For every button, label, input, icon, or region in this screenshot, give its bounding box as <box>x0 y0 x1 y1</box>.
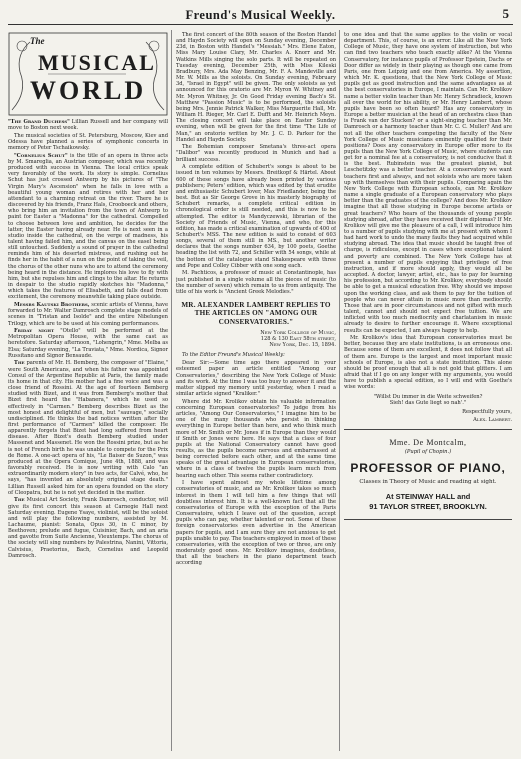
letter-salutation: To the Editor Freund's Musical Weekly: <box>182 352 285 359</box>
card-address: 91 TAYLOR STREET, BROOKLYN. <box>369 501 487 511</box>
masthead <box>8 32 168 116</box>
news-item: "The Grand Duchess" Lillian Russell and her company will move to Boston next week. <box>8 119 168 132</box>
column-1 <box>8 32 168 753</box>
news-item: The first concert of the 80th season of the Boston Handel and Haydn Society will open on Sunday evening, December 23d, in Boston with Handel's "Messiah." Mrs. Elene Eaton, Miss Mary Louise Clary, Mr. Charles A. Knorr and Mr. Watkins Mills singing the solo parts. It will be repeated on Tuesday evening, December 25th, with Miss Kileski Bradbury, Mrs. Ada May Benzing, Mr. F. A. Mandeville and Mr. W. Mills as the soloists. On Sunday evening, February 3d, "Israel in Egypt" will be given. The only soloists as yet announced for this oratorio are Mr. Myron W. Whitney and Mr. Myron Whitney, Jr. On Good Friday evening Bach's St. Matthew "Passion Music" is to be performed, the soloists being Mrs. Jennie Patrick Walker, Miss Marguerite Hall, Mr. William H. Rieger, Mr. Carl E. Dufft and Mr. Heinrich Meyn. The closing concert will take place on Easter Sunday evening, when will be given for the first time "The Life of Man," an oratorio written by Mr. J. C. D. Parker for the Handel and Haydn Society. <box>176 32 336 143</box>
page-header <box>8 6 513 26</box>
card-location: At STEINWAY HALL and <box>385 491 471 501</box>
masthead-world: WORLD <box>30 76 147 105</box>
publication-title: Freund's Musical Weekly. <box>185 8 336 22</box>
letter-paragraph: Mr. Krolikov's idea that European conservatories must be better, because they are state institutions, is an erroneous one. Because some of them are excellent, it does not follow that all of them are. Europe is the largest and most important music schools of Europe, is also not a state institution. This alone should be proof enough that all is not gold that glitters. I am afraid that if I go on any longer with my arguments, you would have to publish a special edition, so I will end with Goethe's wise words: <box>344 335 512 391</box>
advertisement-card <box>344 429 512 520</box>
masthead-the: The <box>30 36 45 46</box>
card-subtitle: (Pupil of Chopin.) <box>404 448 452 455</box>
news-item: "Cornelius Schut" is the title of an opera in three acts by M. Smareglia, an Austrian composer, which was recently produced with success in Vienna. The local critics speak very favorably of the work. Its story is simple. Cornelius Schut has just crossed Antwerp by his pictures of "The Virgin Mary's Ascension" when he falls in love with a beautiful young woman and retires with her and her attendant to a charming retreat on the river. There he is discovered by his friends, Franz Hals, Crooboeck and others, who bring him an invitation from the town of Antwerp to paint for Easter a "Madonna" for the cathedral. Compelled to choose between love and ambition, he decides for the latter, the Easter having already near. He is next seen in a studio inside the cathedral, on the verge of madness, his talent having failed him, and the canvas on the easel being still untouched. Suddenly a sound of prayer in the cathedral reminds him of his deserted mistress, and rushing out he finds her in the habit of a nun on the point of taking the veil, the chorus of the other nuns who are to attend the ceremony being heard in the distance. He implores his love to fly with him, but she repulses him and clings to the altar. He returns in despair to the studio rapidly sketches his "Madonna," which takes the features of Elisabeth, and falls dead from excitement, the ceremony meanwhile taking place outside. <box>8 152 168 301</box>
news-item: The Bohemian composer Smetana's three-act opera "Dalibor" was recently produced in Munich and had a brilliant success. <box>176 144 336 163</box>
letter-signature: Alex. Lambert. <box>473 416 512 423</box>
letter-dateline: New York College of Music, 128 & 130 East 58th street, New York, Dec. 15, 1894. <box>260 330 336 349</box>
card-classes: Classes in Theory of Music and reading at sight. <box>359 478 497 485</box>
letter-paragraph: I have spent almost my whole lifetime among conservatories of music, and as Mr. Krolikov takes so much interest in them I will tell him a few things that will doubtless interest him. It is a well-known fact that all the conservatories of Europe with the exception of the Paris Conservatoire, which I leave out of the question, accept pupils who can pay, whether talented or not. Some of these foreign conservatories even advertise in the American papers for pupils, and I am sure they are not anxious to get pupils unable to pay. The teachers employed in most of these conservatories, with the exception of two or three, are only moderately good ones. Mr. Krolikov imagines, doubtless, that all the teachers in the piano department teach according <box>176 480 336 567</box>
letter-paragraph: Where did Mr. Krolikov obtain his valuable information concerning European conservatories? To judge from his articles, "Among Our Conservatories," I imagine him to be one of the many thousands who persist in thinking everything in Europe better than here, and who think much more of Mr. Smith or Mr. Jones if in Europe than they would if Smith or Jones were here. He says that a class of four pupils at the National Conservatory cannot have good results, as the pupils become nervous and embarrassed at being corrected before each other, and at the same time speaks of the great advantage in European conservatories, where in a class of twelve the pupils learn much from hearing each other. This seems rather contradictory. <box>176 398 336 479</box>
news-item: The parents of Mr. H. Bemberg, the composer of "Elaine," were South Americans, and when his father was appointed Consul of the Argentine Republic at Paris, the family made its home in that city. His mother had a fine voice and was a close friend of Rossini. At the age of fourteen Bemberg studied with Bizet, and it was from Bemberg's mother that Bizet first heard the "Habanera," which he used so effectively in "Carmen." Bemberg describes Bizet as the most honest and delightful of men, but "sauvage," socially undisciplined. He thinks the bad notices written after the first performance of "Carmen" killed the composer. He apparently forgets that Bizet had long suffered from heart disease. After Bizet's death Bemberg studied under Massenet and Massenet. He won the Rossini prize, but as he is not of French birth he was unable to compete for the Prix de Rome. A one-act opera of his, "Le Baiser de Suzon," was produced at the Opera Comique, June 4th, 1888, and was favorably received. He is now writing with Calo "an extraordinarily modern story" in two acts, for Calvé, who, he says, "has invented an absolutely original stage death." Lillian Russell asked him for an opera founded on the story of Cleopatra, but he is not yet decided in the matter. <box>8 360 168 496</box>
news-item: Friday night "Otello" will be performed at the Metropolitan Opera House, with the same cast as heretofore. Saturday afternoon, "Lohengrin," Mme. Melba as Elsa; Saturday evening, "La Traviata," Mme. Nordica, Signor Russitano and Signor Bensaude. <box>8 328 168 359</box>
column-divider <box>171 30 172 751</box>
page-number: 5 <box>502 6 509 21</box>
card-name: Mme. De Montcalm, <box>389 437 467 447</box>
column-3 <box>344 32 512 753</box>
letter-paragraph: to one idea and that the same applies to the violin or vocal department. This, of course, is an error. Like all the New York College of Music, they have one system of instruction, but who can find two teachers who teach exactly alike? At the Vienna Conservatory, for instance pupils of Professor Epstein, Dachs or Door differ as widely in their playing as though one came from Paris, one from Leipzig and one from America. My assertion, which Mr. K. questions, that the New York College of Music pupils get as good instruction and the same advantages as at the best conservatories in Europe, I maintain. Can Mr. Krolikov name a better violin teacher than Mr. Henry Schradieck, known all over the world for his ability, or Mr. Henry Lambert, whose pupils have been so often heard? Has any conservatory in Europe a better musician at the head of an orchestra class than is Frank van der Stucken? or a sight-singing teacher than Mr. Damrosch or a harmony teacher than Mr. C. C. Muller? And are not all the other teachers competing the faculty of the New York College of Music musicians eminently qualified for their positions? Does any conservatory in Europe offer more to its pupils than the New York College of Music, where students can get for a nominal fee at a conservatory, is not conducive that it is the best. Rubinstein was the greatest pianist, but Leschetitzky was a better teacher. At a conservatory we want teachers first and always, and not soloists who are more taken up with themselves than with their pupils. Comparing again the New York College with European schools, can Mr. Krolikov name a single graduate of a European conservatory who plays better than the graduates of the college? And does Mr. Krolikov imagine that all those studying in Europe become artists or great teachers? Who hears of the thousands of young people studying abroad, after they have received their diplomas? If Mr. Krolikov will give me the pleasure of a call, I will introduce him to a number of pupils studying with me at present with whom I had hard work to undo the many faults they had acquired while studying abroad. The idea that music should be taught free of charge, is ridiculous, except in cases where exceptional talent and poverty are combined. The New York College has at present a number of pupils enjoying that privilege of free instruction, and if more should apply, they would all be accepted. A doctor, lawyer, artist, etc., has to pay for learning his profession, but according to Mr. Krolikov, everybody should be able to get a musical education free. Why should we impose upon the working class, and ask them to pay for the tuition of people who can never attain in music more than mediocrity. Those that are in poor circumstances and not gifted with much talent, cannot and should not expect free tuition. We are inflicted with too much mediocrity and charlatanism in music already to desire to further encourage it. Where exceptional results can be expected, I am always happy to help. <box>344 32 512 334</box>
letter-closing: Respectfully yours, <box>462 408 512 415</box>
news-item: The Musical Art Society, Frank Damrosch, conductor, will give its first concert this season at Carnegie Hall next Saturday evening. Eugene Ysaye, violinist, will be the soloist and will play the following numbers, assisted by M. Lachaume, pianist: Sonata, Opus 30, in C minor, by Beethoven; prelude and fugue, Cuisinier, Bach, and an aria and gavotte from Suite Ancienne, Vieuxtemps. The chorus of the society will sing numbers by Palestrina, Nanini, Vittoria, Calvisius, Praetorius, Bach, Cornelius and Leopold Damrosch. <box>8 497 168 559</box>
header-rule <box>8 24 513 25</box>
news-item: The musical societies of St. Petersburg, Moscow, Kiev and Odessa have planned a series of symphonic concerts in memory of Peter Tschaikowsky. <box>8 132 168 152</box>
masthead-musical: MUSICAL <box>38 50 156 75</box>
news-item: Messrs Kautski Brothers, scenic artists of Vienna, have forwarded to Mr. Walter Damrosch complete stage models of scenes in "Tristan and Isolde" and the entire Nibelungen Trilogy, which are to be used at his coming performances. <box>8 302 168 327</box>
letter-headline: MR. ALEXANDER LAMBERT REPLIES TO THE ARTICLES ON "AMONG OUR CONSERVATORIES." <box>181 301 331 326</box>
letter-paragraph: Dear Sir:—Some time ago there appeared in your esteemed paper an article entitled "Among our Conservatories," describing the New York College of Music and its work. At the time I was too busy to answer it and the matter slipped my memory until yesterday, when I read a similar article signed "Kraliker." <box>176 360 336 398</box>
news-item: A complete edition of Schubert's songs is about to be issued in ten volumes by Messrs. Breitkopf & Härtel. About 600 of these songs have already been printed by various publishers; Peters' edition, which was edited by that erudite and enthusiastic Schubert lover, Max Friedlander, being the best. But as Sir George Grove in his masterly biography of Schubert remarks, a complete critical edition in chronological order is still needed, and this is now to be attempted. The editor is Mandyczewski, librarian of the Society of Friends of Music, Vienna, and who, for this edition, has made a critical examination of upwards of 400 of Schubert's MSS. The new edition is said to consist of 603 songs, several of them still in MS., but another writer declares that the songs number 634, by 100 poets, Goethe heading the list with 72, and Schiller with 54 songs, while at the bottom of the catalogue stand Shakespeare with three and Pope and Colley Cibber with one song each. <box>176 164 336 269</box>
column-divider <box>339 30 340 751</box>
letter-quote: "Willst Du immer in die Weite schweifen? Sieh! das Gute liegt so nah'." <box>373 393 483 406</box>
card-profession: PROFESSOR OF PIANO, <box>350 460 506 475</box>
news-item: M. Pachticos, a professor of music at Constantinople, has just published in a single volume all the pieces of music (to the number of seven) which remain to us from antiquity. The title of his work is "Ancient Greek Melodies." <box>176 270 336 295</box>
column-2 <box>176 32 336 753</box>
